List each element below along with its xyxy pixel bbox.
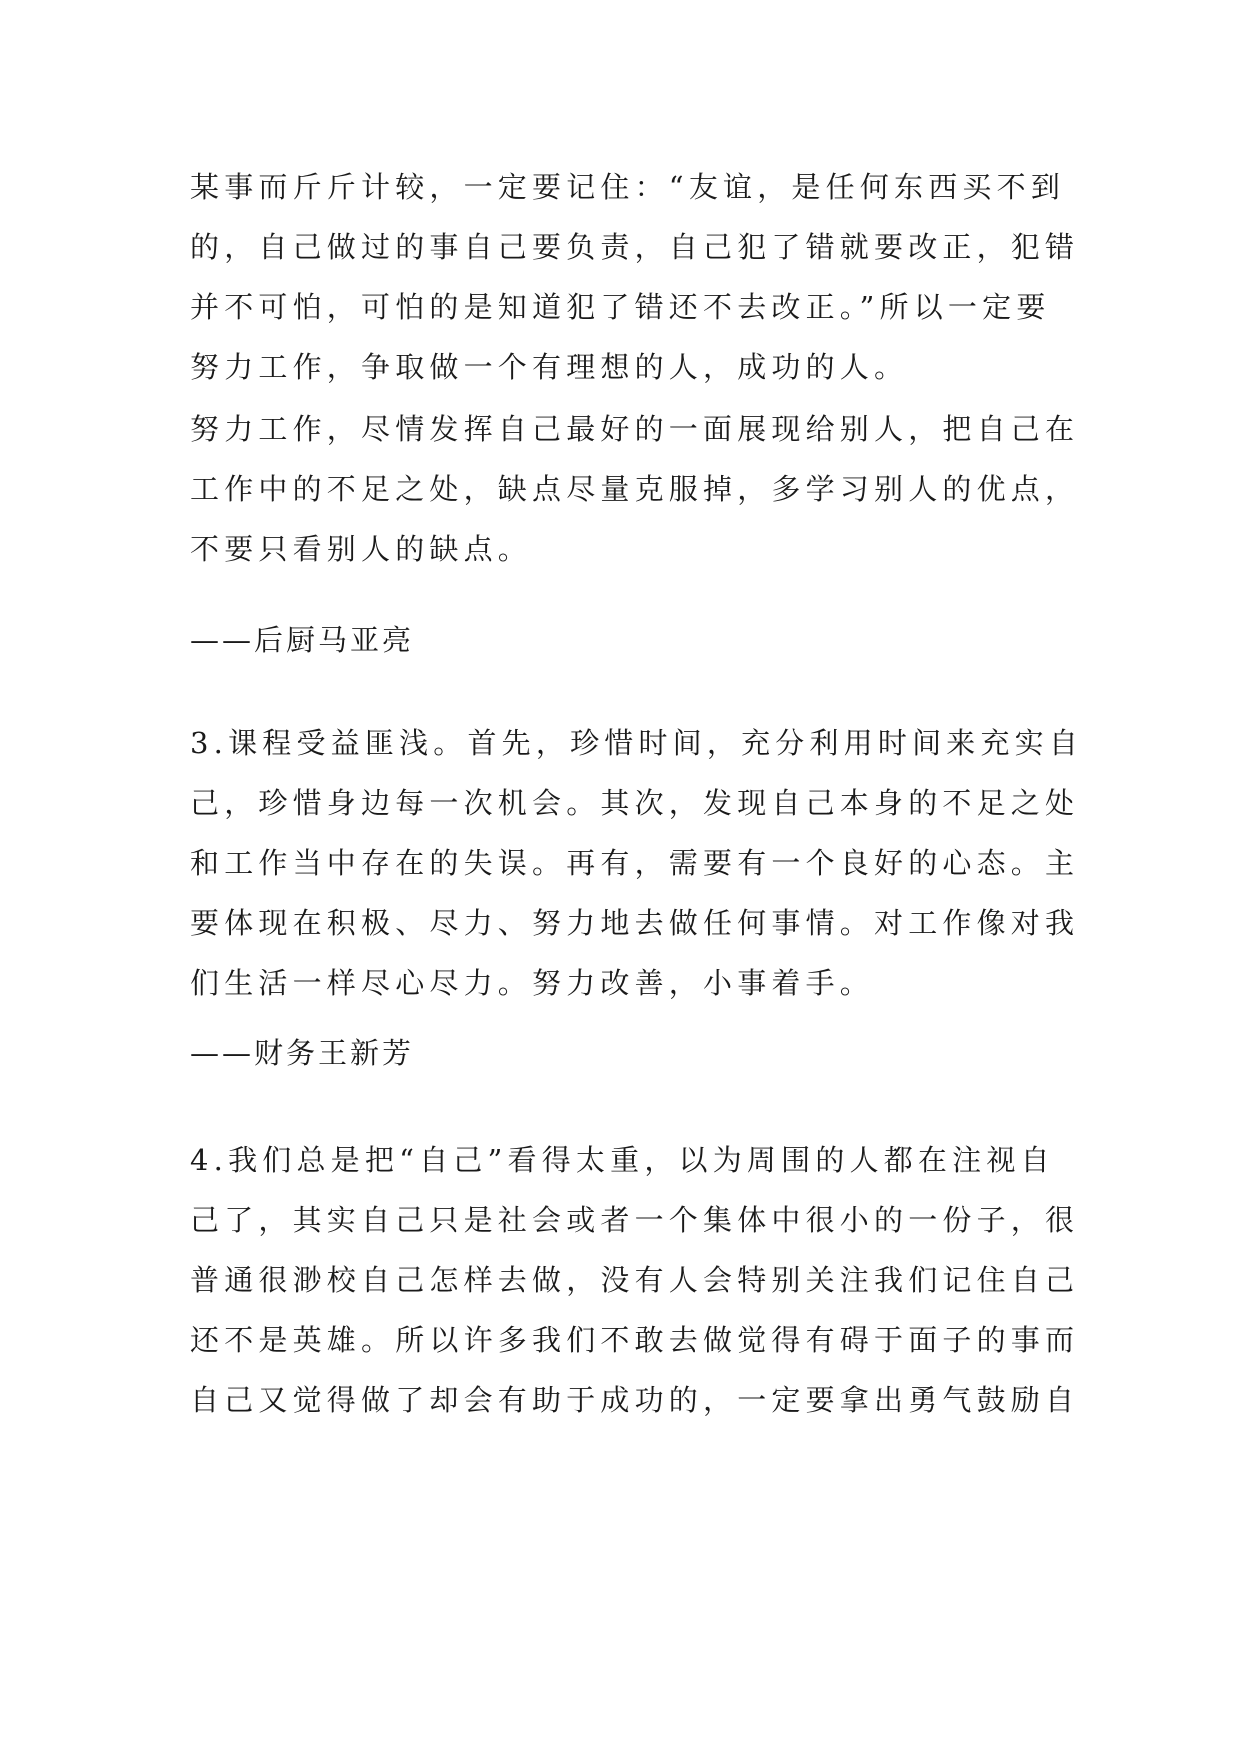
paragraph-line: 还不是英雄。所以许多我们不敢去做觉得有碍于面子的事而	[190, 1323, 1080, 1357]
paragraph-line: 普通很渺校自己怎样去做，没有人会特别关注我们记住自己	[190, 1263, 1080, 1297]
paragraph-line: 努力工作，尽情发挥自己最好的一面展现给别人，把自己在	[190, 412, 1080, 446]
paragraph-line: 某事而斤斤计较，一定要记住：“友谊，是任何东西买不到	[190, 170, 1066, 204]
signature-2	[190, 1023, 1050, 1083]
paragraph-line: 3.课程受益匪浅。首先，珍惜时间，充分利用时间来充实自	[190, 726, 1084, 760]
paragraph-2	[190, 399, 1080, 579]
paragraph-1	[190, 157, 1080, 397]
paragraph-line: 要体现在积极、尽力、努力地去做任何事情。对工作像对我	[190, 906, 1080, 940]
paragraph-line: 不要只看别人的缺点。	[190, 532, 533, 566]
paragraph-line: 工作中的不足之处，缺点尽量克服掉，多学习别人的优点，	[190, 472, 1080, 506]
paragraph-line: 的，自己做过的事自己要负责，自己犯了错就要改正，犯错	[190, 230, 1080, 264]
paragraph-line: 自己又觉得做了却会有助于成功的，一定要拿出勇气鼓励自	[190, 1383, 1080, 1417]
paragraph-line: 和工作当中存在的失误。再有，需要有一个良好的心态。主	[190, 846, 1080, 880]
paragraph-line: 们生活一样尽心尽力。努力改善，小事着手。	[190, 966, 875, 1000]
signature-1	[190, 610, 1050, 670]
paragraph-line: 努力工作，争取做一个有理想的人，成功的人。	[190, 350, 909, 384]
paragraph-line: 并不可怕，可怕的是知道犯了错还不去改正。”所以一定要	[190, 290, 1051, 324]
paragraph-line: 己了，其实自己只是社会或者一个集体中很小的一份子，很	[190, 1203, 1080, 1237]
paragraph-3	[190, 713, 1084, 1013]
signature-line: ——后厨马亚亮	[190, 623, 415, 657]
paragraph-line: 己，珍惜身边每一次机会。其次，发现自己本身的不足之处	[190, 786, 1080, 820]
paragraph-4	[190, 1130, 1080, 1430]
paragraph-line: 4.我们总是把“自己”看得太重，以为周围的人都在注视自	[190, 1143, 1055, 1177]
signature-line: ——财务王新芳	[190, 1036, 415, 1070]
